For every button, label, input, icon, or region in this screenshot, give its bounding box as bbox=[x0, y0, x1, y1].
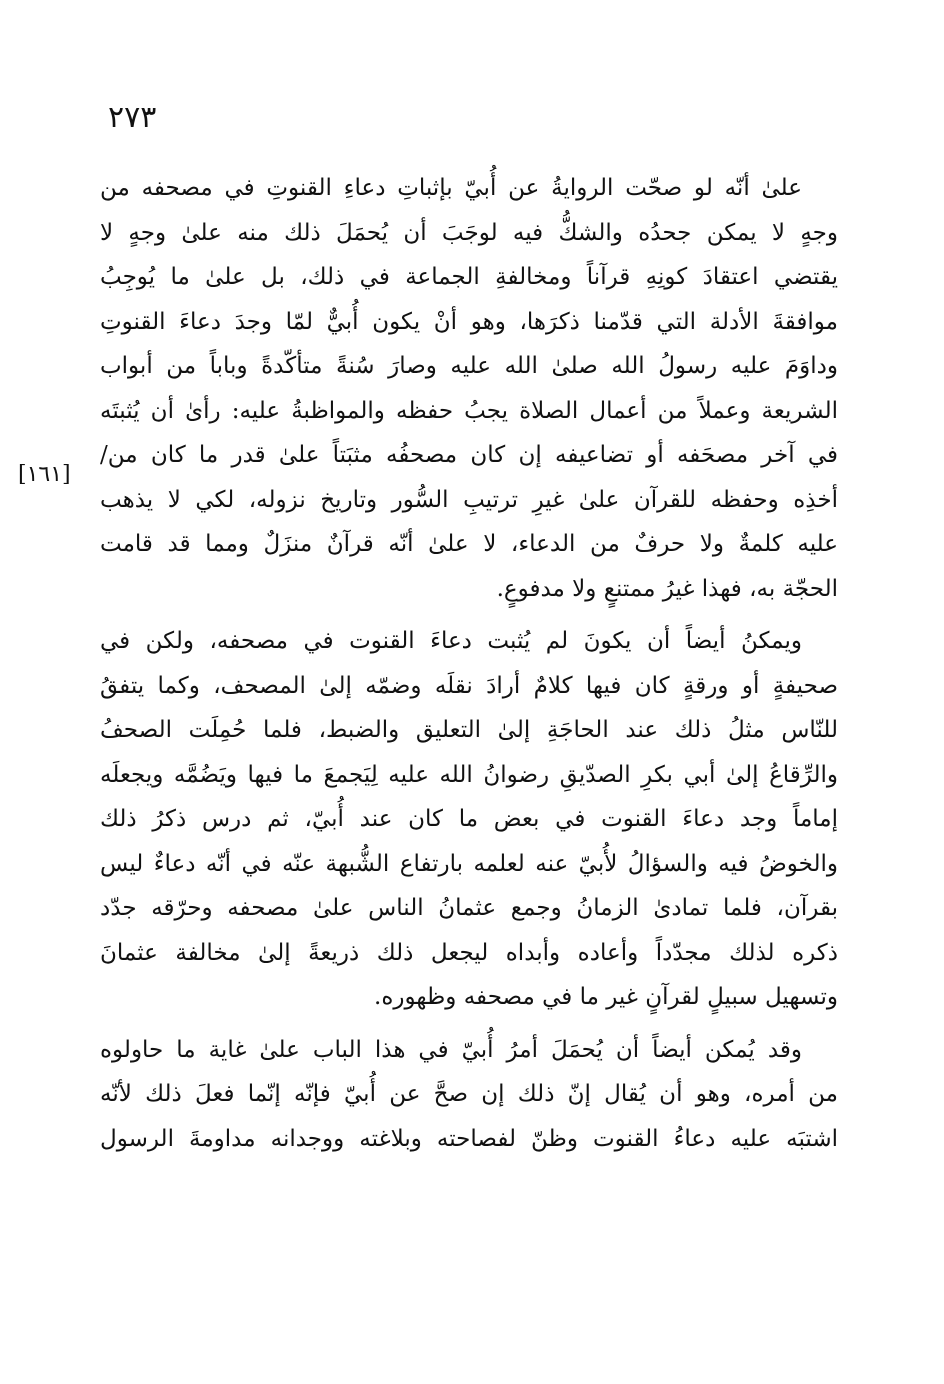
page-number: ٢٧٣ bbox=[108, 100, 157, 135]
text-line: بقرآن، فلما تمادىٰ الزمانُ وجمع عثمانُ الناس علىٰ مصحفه وحرّقه جدّد bbox=[100, 895, 838, 921]
text-line: موافقةَ الأدلة التي قدّمنا ذكرَها، وهو أنْ يكون أُبيٌّ لمّا وجدَ دعاءَ القنوتِ bbox=[100, 308, 838, 335]
paragraph-2 bbox=[100, 619, 838, 1020]
paragraph-3 bbox=[100, 1028, 838, 1162]
text-line: علىٰ أنّه لو صحّت الروايةُ عن أُبيّ بإثباتِ دعاءِ القنوتِ في مصحفه من bbox=[100, 175, 802, 201]
text-line: عليه كلمةٌ ولا حرفٌ من الدعاء، لا علىٰ أنّه قرآنٌ منزَلٌ ومما قد قامت bbox=[100, 531, 838, 557]
main-text bbox=[100, 166, 838, 1161]
text-line: اشتبَه عليه دعاءُ القنوت وظنّ لفصاحته وبلاغته ووجدانه مداومةَ الرسول bbox=[100, 1125, 838, 1152]
paragraph-1 bbox=[100, 166, 838, 611]
text-line: والرِّقاعُ إلىٰ أبي بكرِ الصدّيقِ رضوانُ الله عليه لِيَجمعَ ما فيها ويَضُمَّه ويجعلَه bbox=[100, 761, 838, 788]
text-line: وقد يُمكن أيضاً أن يُحمَلَ أمرُ أُبيّ في هذا الباب علىٰ غاية ما حاولوه bbox=[100, 1036, 802, 1063]
margin-reference-note: [١٦١] bbox=[18, 462, 71, 487]
text-line: ويمكنُ أيضاً أن يكونَ لم يُثبت دعاءَ القنوت في مصحفه، ولكن في bbox=[100, 628, 802, 654]
text-line: أخذِه وحفظه للقرآن علىٰ غيرِ ترتيبِ السُّور وتاريخ نزوله، لكي لا يذهب bbox=[100, 486, 838, 513]
text-line: وتسهيل سبيلٍ لقرآنٍ غير ما في مصحفه وظهوره. bbox=[374, 984, 838, 1010]
text-line: للنّاس مثلُ ذلك عند الحاجَةِ إلىٰ التعليق والضبط، فلما حُمِلَت الصحفُ bbox=[100, 717, 838, 743]
text-line: وجهٍ لا يمكن جحدُه والشكُّ فيه لوجَبَ أن يُحمَلَ ذلك منه علىٰ وجهٍ لا bbox=[100, 219, 838, 246]
text-line: إماماً وجد دعاءَ القنوت في بعض ما كان عند أُبيّ، ثم درس ذكرُ ذلك bbox=[100, 806, 838, 832]
text-line: الحجّة به، فهذا غيرُ ممتنعٍ ولا مدفوعٍ. bbox=[496, 575, 838, 602]
text-line: ذكره لذلك مجدّداً وأعاده وأبداه ليجعل ذلك ذريعةً إلىٰ مخالفة عثمانَ bbox=[100, 939, 838, 966]
text-line: من أمره، وهو أن يُقال إنّ ذلك إن صحَّ عن أُبيّ فإنّه إنّما فعلَ ذلك لأنّه bbox=[100, 1081, 838, 1107]
text-line: في آخر مصحَفه أو تضاعيفه إن كان مصحفُه مثبَتاً علىٰ قدر ما كان من/ bbox=[100, 442, 838, 468]
text-line: صحيفةٍ أو ورقةٍ كان فيها كلامٌ أرادَ نقلَه وضمّه إلىٰ المصحف، وكما يتفقُ bbox=[100, 672, 838, 699]
text-line: يقتضي اعتقادَ كونِهِ قرآناً ومخالفةِ الجماعة في ذلك، بل علىٰ ما يُوجِبُ bbox=[100, 264, 838, 290]
text-line: الشريعة وعملاً من أعمال الصلاة يجبُ حفظه والمواظبةُ عليه: رأىٰ أن يُثبتَه bbox=[100, 397, 838, 424]
text-line: والخوضُ فيه والسؤالُ لأُبيّ عنه لعلمه بارتفاع الشُّبهة عنّه في أنّه دعاءٌ ليس bbox=[100, 850, 838, 877]
text-line: وداوَمَ عليه رسولُ الله صلىٰ الله عليه وصارَ سُنةً متأكّدةً وباباً من أبواب bbox=[100, 353, 838, 379]
